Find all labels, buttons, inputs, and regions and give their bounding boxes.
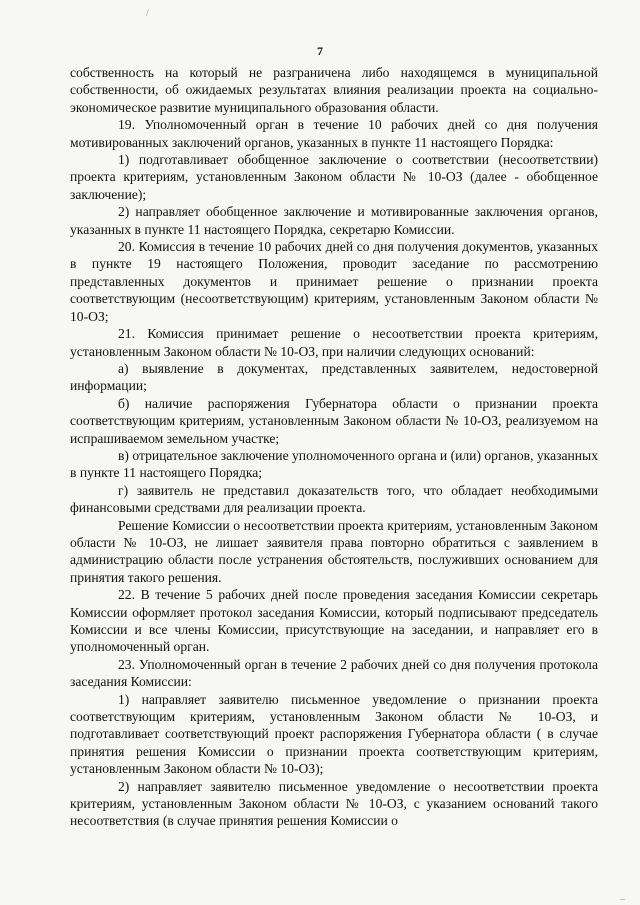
paragraph: 19. Уполномоченный орган в течение 10 рабочих дней со дня получения мотивированных заключений органов, указанных в пункте 11 настоящего Порядка: <box>70 117 598 150</box>
paragraph: 2) направляет обобщенное заключение и мотивированные заключения органов, указанных в пункте 11 настоящего Порядка, секретарю Комиссии. <box>70 204 598 237</box>
paragraph: б) наличие распоряжения Губернатора области о признании проекта соответствующим критериям, установленным Законом области № 10-ОЗ, реализуемом на испрашиваемом земельном участке; <box>70 395 598 446</box>
paragraph: 22. В течение 5 рабочих дней после проведения заседания Комиссии секретарь Комиссии оформляет протокол заседания Комиссии, который подписывают председатель Комиссии и все члены Комиссии, присутствующие на заседании, и направляет его в уполномоченный орган. <box>70 587 598 655</box>
paragraph: г) заявитель не представил доказательств того, что обладает необходимыми финансовыми средствами для реализации проекта. <box>70 482 598 516</box>
paragraph: 20. Комиссия в течение 10 рабочих дней со дня получения документов, указанных в пункте 19 настоящего Положения, проводит заседание по рассмотрению представленных документов и принимает решение о признании проекта соответствующим (несоответствующим) критериям, установленным Законом области № 10-ОЗ; <box>70 239 598 324</box>
paragraph: 2) направляет заявителю письменное уведомление о несоответствии проекта критериям, установленным Законом области № 10-ОЗ, с указанием оснований такого несоответствия (в случае принятия решения Комиссии о <box>70 778 598 829</box>
paragraph: 23. Уполномоченный орган в течение 2 рабочих дней со дня получения протокола заседания Комиссии: <box>70 656 598 690</box>
document-body <box>70 64 598 830</box>
paragraph: собственность на который не разграничена либо находящемся в муниципальной собственности, об ожидаемых результатах влияния реализации проекта на социально-экономическое развитие муниципального образования области. <box>70 65 598 115</box>
paragraph: 1) направляет заявителю письменное уведомление о признании проекта соответствующим критериям, установленным Законом области № 10-ОЗ, и подготавливает соответствующий проект распоряжения Губернатора области ( в случае принятия решения Комиссии о признании проекта соответствующим критериям, установленным Законом области № 10-ОЗ); <box>70 691 598 777</box>
scan-speck: _ <box>620 890 625 901</box>
paragraph: в) отрицательное заключение уполномоченного органа и (или) органов, указанных в пункте 11 настоящего Порядка; <box>70 447 598 481</box>
paragraph: Решение Комиссии о несоответствии проекта критериям, установленным Законом области № 10-ОЗ, не лишает заявителя права повторно обратиться с заявлением в администрацию области после устранения обстоятельств, послуживших основанием для принятия такого решения. <box>70 517 598 585</box>
paragraph: а) выявление в документах, представленных заявителем, недостоверной информации; <box>70 360 598 394</box>
paragraph: 1) подготавливает обобщенное заключение о соответствии (несоответствии) проекта критериям, установленным Законом области № 10-ОЗ (далее - обобщенное заключение); <box>70 152 598 202</box>
page-number: 7 <box>317 44 323 58</box>
scan-speck: / <box>146 8 149 19</box>
paragraph: 21. Комиссия принимает решение о несоответствии проекта критериям, установленным Законом области № 10-ОЗ, при наличии следующих оснований: <box>70 326 598 359</box>
